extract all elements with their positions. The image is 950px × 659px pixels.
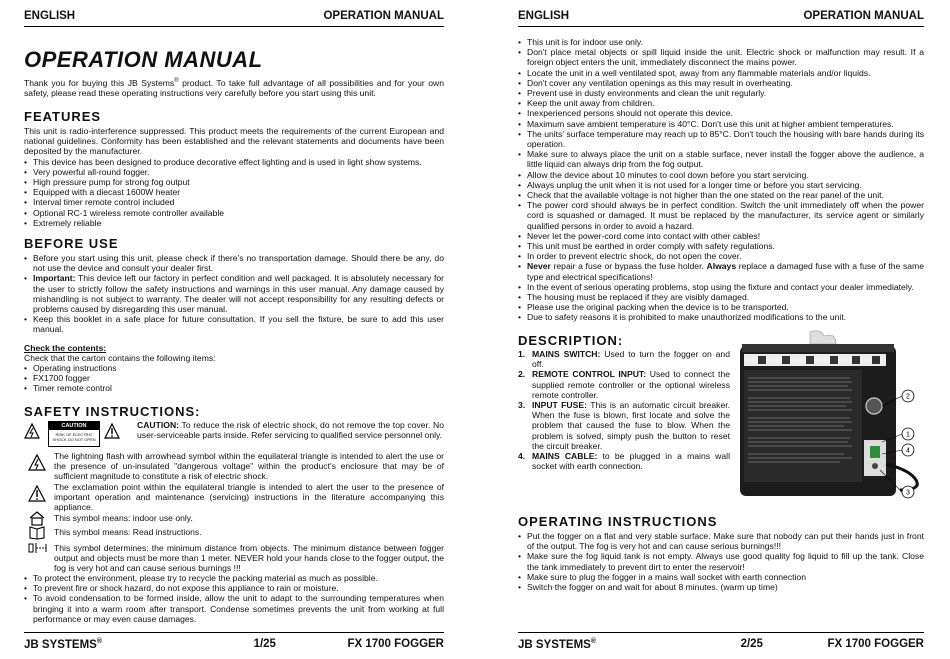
item-number: 2. — [518, 369, 526, 380]
footer-rule — [24, 632, 444, 633]
safety-list-continued — [518, 37, 924, 323]
page-header — [24, 10, 444, 22]
list-item: • Keep this booklet in a safe place for future consultation. If you sell the fixture, be sure to add this user manual. — [24, 314, 444, 334]
check-contents-text: Check that the carton contains the following items: — [24, 352, 216, 363]
read-row — [24, 527, 444, 541]
list-item: • Optional RC-1 wireless remote controller available — [24, 208, 444, 218]
footer-brand: JB SYSTEMS — [24, 638, 97, 651]
page-footer — [518, 638, 924, 651]
before-use-section — [24, 236, 444, 394]
item-text: to be plugged in a mains wall socket with earth connection. — [532, 451, 730, 472]
list-item: • Make sure to always place the unit on a stable surface, never install the fogger above the audience, a little liquid can always drip from the fog output. — [518, 149, 924, 169]
item-text: This is an automatic circuit breaker. When the fuse is blown, first locate and solve the problem that caused the fuse to blow. When the problem is solved, simply push the button to reset the circuit breaker. — [532, 400, 730, 451]
header-rule — [518, 26, 924, 27]
item-label: REMOTE CONTROL INPUT: — [532, 369, 647, 380]
list-item: • This unit is for indoor use only. — [518, 37, 924, 47]
list-item: • Put the fogger on a flat and very stable surface. Make sure that nobody can put their hands just in front of the output. The fog is very hot and can cause serious burnings!!! — [518, 531, 924, 551]
main-title: OPERATION MANUAL — [24, 47, 263, 72]
footer-rule — [518, 632, 924, 633]
caution-bold: CAUTION: — [137, 420, 180, 430]
item-label: MAINS SWITCH: — [532, 349, 601, 359]
list-item: • Never let the power-cord come into contact with other cables! — [518, 231, 924, 241]
list-item: • In the event of serious operating problems, stop using the fixture and contact your dealer immediately. — [518, 282, 924, 292]
list-item: • Switch the fogger on and wait for about 8 minutes. (warm up time) — [518, 582, 924, 592]
intro-reg: ® — [174, 78, 179, 84]
list-item: • Don't place metal objects or spill liquid inside the unit. Electric shock or malfunction may result. If a foreign object enters the unit, immediately disconnect the mains power. — [518, 47, 924, 67]
list-item: • To prevent fire or shock hazard, do not expose this appliance to rain or moisture. — [24, 583, 444, 593]
check-contents-heading: Check the contents: — [24, 342, 107, 353]
page-footer — [24, 638, 444, 651]
footer-model: FX 1700 FOGGER — [347, 638, 444, 650]
book-icon — [28, 524, 46, 540]
header-language: ENGLISH — [518, 10, 570, 22]
list-item: • This unit must be earthed in order comply with safety regulations. — [518, 241, 924, 251]
list-item: • Extremely reliable — [24, 218, 444, 228]
caution-label — [48, 421, 100, 447]
list-item — [518, 261, 924, 281]
item-text: Used to turn the fogger on and off. — [532, 349, 730, 370]
safety-heading: SAFETY INSTRUCTIONS: — [24, 404, 201, 419]
list-item — [518, 369, 730, 400]
operating-section — [518, 514, 924, 592]
list-item: • Locate the unit in a well ventilated spot, away from any flammable materials and/or liquids. — [518, 68, 924, 78]
lightning-triangle-icon — [24, 423, 40, 439]
list-item — [518, 349, 730, 369]
list-item: • Inexperienced persons should not operate this device. — [518, 108, 924, 118]
lightning-row — [24, 452, 444, 484]
list-item — [518, 400, 730, 451]
caution-row — [24, 421, 444, 451]
operating-heading: OPERATING INSTRUCTIONS — [518, 514, 718, 529]
description-heading: DESCRIPTION: — [518, 333, 624, 348]
description-section — [518, 333, 730, 471]
list-item: • Check that the available voltage is not higher than the one stated on the rear panel of the unit. — [518, 190, 924, 200]
callout-4: 4 — [906, 447, 910, 455]
exclamation-triangle-icon — [104, 423, 120, 439]
before-use-heading: BEFORE USE — [24, 236, 119, 251]
exclamation-row — [24, 483, 444, 513]
list-item: • Don't cover any ventilation openings as this may result in overheating. — [518, 78, 924, 88]
header-rule — [24, 26, 444, 27]
list-item: • High pressure pump for strong fog output — [24, 177, 444, 187]
lightning-triangle-icon — [28, 454, 46, 471]
list-item: • Interval timer remote control included — [24, 197, 444, 207]
distance-row — [24, 543, 444, 573]
list-item: • Timer remote control — [24, 383, 444, 393]
fuse-text-b: replace a damaged fuse with a fuse of the same type and electrical specifications! — [527, 261, 924, 282]
item-text: Used to connect the supplied remote controller or the optional wireless remote controller. — [532, 369, 731, 400]
check-contents-list — [24, 363, 444, 394]
list-item: • Allow the device about 10 minutes to cool down before you start servicing. — [518, 170, 924, 180]
page-right — [518, 0, 924, 659]
intro-paragraph — [24, 76, 444, 98]
intro-text-b: product. To take full advantage of all possibilities and for your own safety, please read these operating instructions very carefully before you start using this unit. — [24, 77, 444, 99]
fogger-rear-panel-illustration — [740, 330, 930, 500]
item-number: 3. — [518, 400, 526, 411]
indoor-row — [24, 513, 444, 527]
footer-reg: ® — [96, 638, 103, 645]
exclamation-triangle-icon — [28, 485, 46, 502]
list-item: • The units' surface temperature may reach up to 85°C. Don't touch the housing with bare hands during its operation. — [518, 129, 924, 149]
footer-reg: ® — [590, 638, 597, 645]
list-item: • In order to prevent electric shock, do not open the cover. — [518, 251, 924, 261]
callout-1: 1 — [906, 431, 910, 439]
footer-model: FX 1700 FOGGER — [827, 638, 924, 650]
item-label: INPUT FUSE: — [532, 400, 587, 411]
list-item: • Operating instructions — [24, 363, 444, 373]
list-item: • To protect the environment, please try to recycle the packing material as much as possible. — [24, 573, 444, 583]
list-item — [518, 451, 730, 471]
fuse-never: Never — [527, 261, 551, 272]
list-item: • Equipped with a diecast 1600W heater — [24, 187, 444, 197]
important-label: Important: — [33, 273, 76, 284]
safety-section — [24, 404, 444, 419]
list-item: • FX1700 fogger — [24, 373, 444, 383]
distance-icon — [28, 541, 48, 555]
list-item: • Due to safety reasons it is prohibited to make unauthorized modifications to the unit. — [518, 312, 924, 322]
before-use-list — [24, 253, 444, 335]
list-item: • Prevent use in dusty environments and clean the unit regularly. — [518, 88, 924, 98]
indoor-text: This symbol means: indoor use only. — [54, 513, 193, 523]
list-item: • Keep the unit away from children. — [518, 98, 924, 108]
list-item: • Please use the original packing when the device is to be transported. — [518, 302, 924, 312]
list-item: • Before you start using this unit, please check if there's no transportation damage. Should there be any, do not use the device and consult your dealer first. — [24, 253, 444, 273]
caution-label-text: RISK OF ELECTRIC SHOCK DO NOT OPEN — [52, 432, 96, 442]
features-text: This unit is radio-interference suppressed. This product meets the requirements of the current European and national guidelines. Conformity has been established and the relevant statements and documents have been deposited by the manufacturer. — [24, 126, 444, 157]
header-language: ENGLISH — [24, 10, 76, 22]
footer-page-number: 2/25 — [740, 638, 763, 650]
important-text: This device left our factory in perfect condition and well packaged. It is absolutely necessary for the user to strictly follow the safety instructions and warnings in this user manual. Any damage caused by mishandling is not subject to warranty. The dealer will not accept responsibility for any resulting defects or problems caused by disregarding this user manual. — [33, 273, 444, 315]
features-list — [24, 157, 444, 228]
features-section — [24, 109, 444, 228]
list-item: • This device has been designed to produce decorative effect lighting and is used in light show systems. — [24, 157, 444, 167]
read-text: This symbol means: Read instructions. — [54, 527, 202, 537]
fuse-always: Always — [706, 261, 737, 272]
list-item: • The power cord should always be in perfect condition. Switch the unit immediately off when the power cord is squashed or damaged. It must be replaced by the manufacturer, its service agent or similarly qualified persons in order to avoid a hazard. — [518, 200, 924, 231]
features-heading: FEATURES — [24, 109, 102, 124]
distance-text: This symbol determines: the minimum distance from objects. The minimum distance between fogger output and objects must be more than 1 meter. NEVER hold your hands close to the fogger output, the fog is very hot and can cause serious burnings !!! — [54, 543, 444, 574]
callout-3: 3 — [906, 489, 910, 497]
item-number: 1. — [518, 349, 526, 359]
list-item: • Maximum save ambient temperature is 40°C. Don't use this unit at higher ambient temperatures. — [518, 119, 924, 129]
header-title: OPERATION MANUAL — [803, 10, 924, 22]
operating-list — [518, 531, 924, 592]
page-left — [24, 0, 444, 659]
footer-brand: JB SYSTEMS — [518, 638, 591, 651]
caution-body: To reduce the risk of electric shock, do not remove the top cover. No user-serviceable parts inside. Refer servicing to qualified service personnel only. — [137, 420, 444, 441]
list-item — [24, 273, 444, 314]
lightning-text: The lightning flash with arrowhead symbol within the equilateral triangle is intended to alert the use or the presence of un-insulated "dangerous voltage" within the product's enclosure that may be of sufficient magnitude to constitute a risk of electric shock. — [54, 451, 444, 482]
list-item: • Very powerful all-round fogger. — [24, 167, 444, 177]
description-list — [518, 349, 730, 471]
footer-page-number: 1/25 — [253, 638, 276, 650]
header-title: OPERATION MANUAL — [323, 10, 444, 22]
page-header — [518, 10, 924, 22]
list-item: • Make sure the fog liquid tank is not empty. Always use good quality fog liquid to fill up the tank. Close the tank immediately to prevent dirt to enter the reservoir! — [518, 551, 924, 571]
list-item: • To avoid condensation to be formed inside, allow the unit to adapt to the surrounding temperatures when bringing it into a warm room after transport. Condense sometimes prevents the unit from working at full performance or may even cause damages. — [24, 593, 444, 624]
fuse-text-a: repair a fuse or bypass the fuse holder. — [550, 261, 707, 272]
exclamation-text: The exclamation point within the equilateral triangle is intended to alert the user to the presence of important operation and maintenance (servicing) instructions in the literature accompanying this appliance. — [54, 482, 444, 513]
callout-2: 2 — [906, 393, 910, 401]
caution-label-title: CAUTION — [49, 422, 99, 430]
list-item: • Always unplug the unit when it is not used for a longer time or before you start servicing. — [518, 180, 924, 190]
safety-list — [24, 573, 444, 624]
list-item: • Make sure to plug the fogger in a mains wall socket with earth connection — [518, 572, 924, 582]
caution-text — [137, 420, 444, 440]
item-number: 4. — [518, 451, 526, 462]
intro-text-a: Thank you for buying this JB Systems — [24, 77, 175, 88]
list-item: • The housing must be replaced if they are visibly damaged. — [518, 292, 924, 302]
item-label: MAINS CABLE: — [532, 451, 598, 462]
